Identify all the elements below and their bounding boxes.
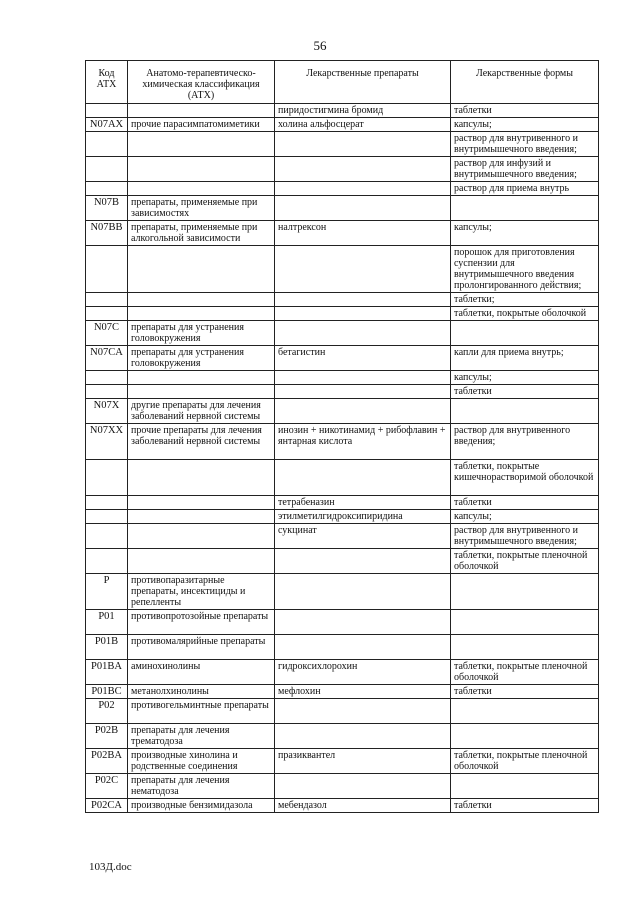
cell-drug [275, 293, 451, 307]
cell-form: капсулы; [451, 371, 599, 385]
cell-classification: производные бензимидазола [128, 799, 275, 813]
cell-code: P02BA [86, 749, 128, 774]
table-row [86, 574, 599, 610]
table-row [86, 132, 599, 157]
cell-code: P [86, 574, 128, 610]
cell-drug: мефлохин [275, 685, 451, 699]
table-row [86, 157, 599, 182]
cell-form: таблетки [451, 496, 599, 510]
cell-classification: препараты для лечения нематодоза [128, 774, 275, 799]
cell-code: P02CA [86, 799, 128, 813]
table-row [86, 699, 599, 724]
cell-drug [275, 724, 451, 749]
cell-form: таблетки [451, 385, 599, 399]
cell-code: P02 [86, 699, 128, 724]
cell-code [86, 385, 128, 399]
cell-code [86, 524, 128, 549]
cell-code [86, 496, 128, 510]
cell-drug: инозин + никотинамид + рибофлавин + янтарная кислота [275, 424, 451, 460]
cell-drug [275, 307, 451, 321]
cell-code [86, 307, 128, 321]
cell-form: таблетки [451, 685, 599, 699]
cell-form: раствор для инфузий и внутримышечного введения; [451, 157, 599, 182]
cell-form [451, 196, 599, 221]
table-row [86, 221, 599, 246]
cell-form: раствор для внутривенного и внутримышечного введения; [451, 524, 599, 549]
cell-drug [275, 196, 451, 221]
cell-drug [275, 385, 451, 399]
header-classification: Анатомо-терапевтическо-химическая классификация (АТХ) [128, 61, 275, 104]
cell-drug [275, 157, 451, 182]
cell-classification [128, 132, 275, 157]
table-row [86, 346, 599, 371]
table-body [86, 104, 599, 813]
cell-code [86, 549, 128, 574]
cell-classification: препараты для лечения трематодоза [128, 724, 275, 749]
cell-form: таблетки, покрытые пленочной оболочкой [451, 660, 599, 685]
table-row [86, 246, 599, 293]
cell-classification [128, 104, 275, 118]
cell-classification: производные хинолина и родственные соединения [128, 749, 275, 774]
table-row [86, 724, 599, 749]
cell-classification: прочие парасимпатомиметики [128, 118, 275, 132]
header-code: Код АТХ [86, 61, 128, 104]
cell-drug [275, 399, 451, 424]
cell-form: таблетки, покрытые пленочной оболочкой [451, 549, 599, 574]
cell-classification [128, 460, 275, 496]
table-header-row [86, 61, 599, 104]
header-forms: Лекарственные формы [451, 61, 599, 104]
cell-drug: налтрексон [275, 221, 451, 246]
cell-classification [128, 524, 275, 549]
cell-classification [128, 385, 275, 399]
cell-code [86, 371, 128, 385]
cell-classification: другие препараты для лечения заболеваний нервной системы [128, 399, 275, 424]
cell-form [451, 699, 599, 724]
cell-drug [275, 574, 451, 610]
cell-form: таблетки, покрытые кишечнорастворимой оболочкой [451, 460, 599, 496]
table-row [86, 635, 599, 660]
cell-classification: противогельминтные препараты [128, 699, 275, 724]
cell-drug: этилметилгидроксипиридина [275, 510, 451, 524]
cell-code [86, 182, 128, 196]
cell-form [451, 399, 599, 424]
cell-form: таблетки [451, 799, 599, 813]
cell-form: раствор для приема внутрь [451, 182, 599, 196]
cell-code: P02B [86, 724, 128, 749]
cell-drug [275, 321, 451, 346]
cell-drug [275, 132, 451, 157]
cell-code: P01BC [86, 685, 128, 699]
cell-classification: противопаразитарные препараты, инсектициды и репелленты [128, 574, 275, 610]
cell-classification: препараты для устранения головокружения [128, 321, 275, 346]
cell-classification: аминохинолины [128, 660, 275, 685]
cell-form: раствор для внутривенного и внутримышечного введения; [451, 132, 599, 157]
cell-classification: противомалярийные препараты [128, 635, 275, 660]
table-row [86, 460, 599, 496]
cell-classification [128, 182, 275, 196]
cell-classification: метанолхинолины [128, 685, 275, 699]
table-row [86, 321, 599, 346]
cell-drug [275, 371, 451, 385]
page-number: 56 [313, 38, 327, 53]
table-row [86, 424, 599, 460]
table-row [86, 182, 599, 196]
cell-form [451, 724, 599, 749]
cell-code [86, 104, 128, 118]
cell-drug: тетрабеназин [275, 496, 451, 510]
cell-code: N07C [86, 321, 128, 346]
cell-classification: прочие препараты для лечения заболеваний нервной системы [128, 424, 275, 460]
cell-classification [128, 293, 275, 307]
cell-drug [275, 549, 451, 574]
cell-code: P01BA [86, 660, 128, 685]
table-row [86, 749, 599, 774]
cell-drug [275, 610, 451, 635]
table-row [86, 196, 599, 221]
cell-drug [275, 699, 451, 724]
cell-drug: гидроксихлорохин [275, 660, 451, 685]
cell-classification: противопротозойные препараты [128, 610, 275, 635]
cell-classification [128, 371, 275, 385]
table-row [86, 399, 599, 424]
table-row [86, 510, 599, 524]
cell-code: N07XX [86, 424, 128, 460]
cell-form: капсулы; [451, 118, 599, 132]
cell-form: раствор для внутривенного введения; [451, 424, 599, 460]
cell-drug: бетагистин [275, 346, 451, 371]
table-row [86, 549, 599, 574]
cell-drug [275, 246, 451, 293]
table-row [86, 610, 599, 635]
header-drugs: Лекарственные препараты [275, 61, 451, 104]
cell-classification [128, 496, 275, 510]
cell-form [451, 635, 599, 660]
table-row [86, 524, 599, 549]
cell-form [451, 321, 599, 346]
cell-classification: препараты для устранения головокружения [128, 346, 275, 371]
table-row [86, 293, 599, 307]
cell-form: таблетки, покрытые оболочкой [451, 307, 599, 321]
footer-filename: 103Д.doc [89, 861, 132, 873]
cell-drug: холина альфосцерат [275, 118, 451, 132]
cell-classification [128, 307, 275, 321]
cell-classification: препараты, применяемые при зависимостях [128, 196, 275, 221]
cell-drug [275, 460, 451, 496]
cell-classification [128, 510, 275, 524]
table-row [86, 307, 599, 321]
cell-code [86, 510, 128, 524]
table-row [86, 496, 599, 510]
cell-code: N07X [86, 399, 128, 424]
cell-code: N07AX [86, 118, 128, 132]
cell-form: таблетки; [451, 293, 599, 307]
table-row [86, 660, 599, 685]
cell-drug [275, 635, 451, 660]
table-row [86, 118, 599, 132]
cell-classification [128, 246, 275, 293]
cell-drug [275, 774, 451, 799]
table-row [86, 685, 599, 699]
cell-drug: мебендазол [275, 799, 451, 813]
cell-form: капсулы; [451, 510, 599, 524]
cell-classification: препараты, применяемые при алкогольной зависимости [128, 221, 275, 246]
cell-code [86, 246, 128, 293]
table-row [86, 104, 599, 118]
cell-code [86, 460, 128, 496]
cell-form: капсулы; [451, 221, 599, 246]
cell-classification [128, 157, 275, 182]
cell-drug [275, 182, 451, 196]
cell-code [86, 157, 128, 182]
cell-code: N07BB [86, 221, 128, 246]
cell-drug: пиридостигмина бромид [275, 104, 451, 118]
cell-code: N07CA [86, 346, 128, 371]
cell-form [451, 774, 599, 799]
cell-code: N07B [86, 196, 128, 221]
cell-code: P02C [86, 774, 128, 799]
cell-form: капли для приема внутрь; [451, 346, 599, 371]
cell-drug: сукцинат [275, 524, 451, 549]
cell-code [86, 293, 128, 307]
cell-form: таблетки, покрытые пленочной оболочкой [451, 749, 599, 774]
cell-form: порошок для приготовления суспензии для внутримышечного введения пролонгированного действия; [451, 246, 599, 293]
cell-form [451, 574, 599, 610]
cell-form: таблетки [451, 104, 599, 118]
cell-drug: празиквантел [275, 749, 451, 774]
table-row [86, 371, 599, 385]
table-row [86, 799, 599, 813]
cell-code: P01 [86, 610, 128, 635]
cell-code [86, 132, 128, 157]
table-row [86, 774, 599, 799]
table-row [86, 385, 599, 399]
cell-code: P01B [86, 635, 128, 660]
cell-form [451, 610, 599, 635]
cell-classification [128, 549, 275, 574]
atx-drug-table [85, 60, 599, 813]
